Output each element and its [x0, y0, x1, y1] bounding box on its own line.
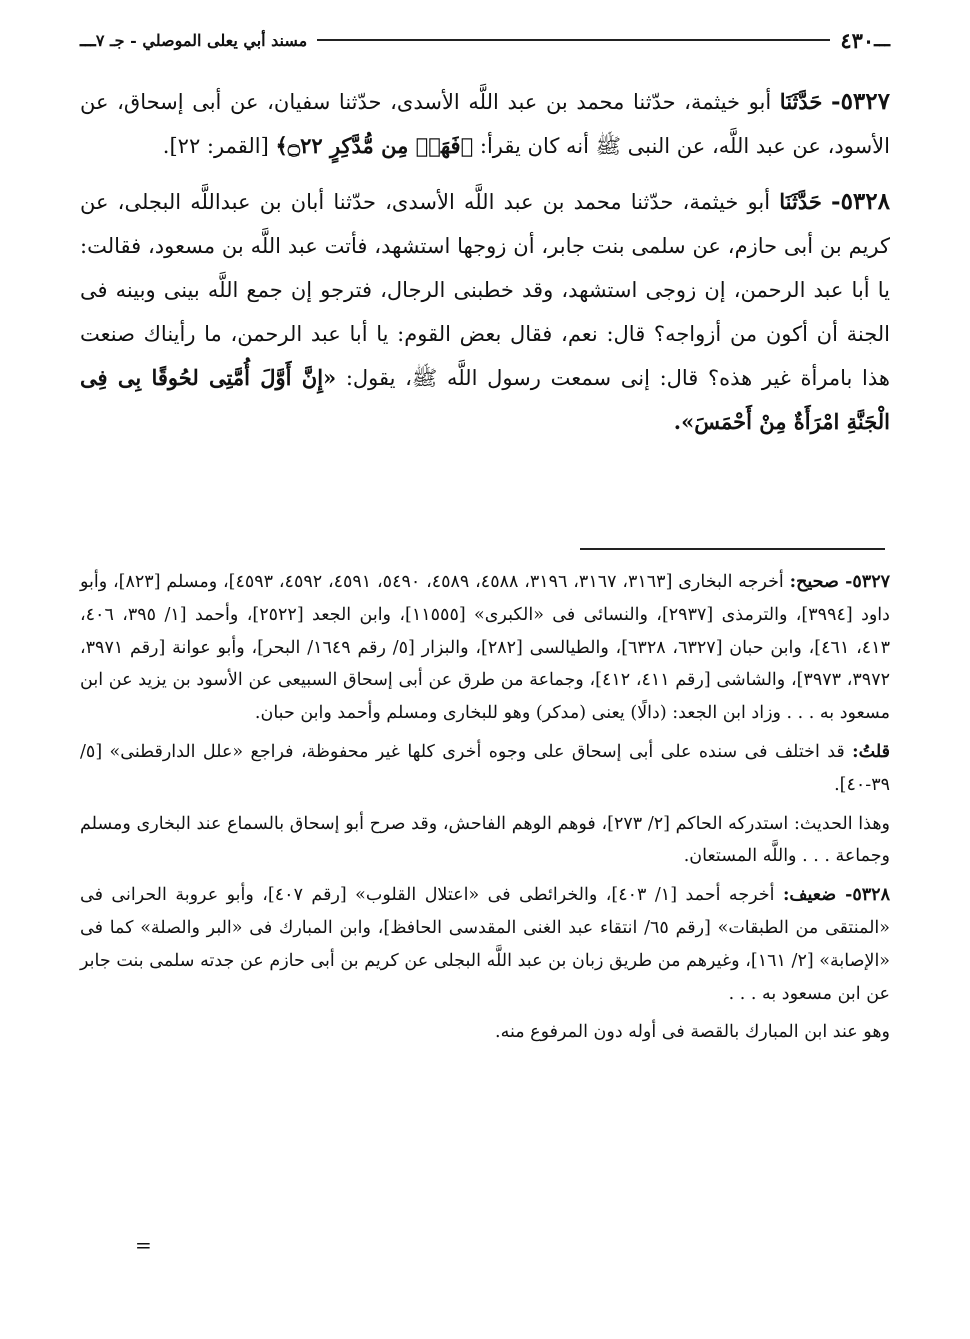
footnotes — [80, 566, 890, 1055]
note-text: أخرجه البخارى [٣١٦٣، ٣١٦٧، ٣١٩٦، ٤٥٨٨، ٤٥٨٩، ٥٤٩٠، ٤٥٩١، ٤٥٩٢، ٤٥٩٣]، ومسلم [٨٢٣]، وأبو داود [٣٩٩٤]، والترمذى [٢٩٣٧]، والنسائى فى «الكبرى» [١١٥٥٥]، وابن الجعد [٢٥٢٢]، وأحمد [١/ ٣٩٥، ٤٠٦، ٤١٣، ٤٦١]، وابن حبان [٦٣٢٧، ٦٣٢٨]، والطيالسى [٢٨٢]، والبزار [٥/ رقم ١٦٤٩/ البحر]، وأبو عوانة [رقم ٣٩٧١، ٣٩٧٢، ٣٩٧٣]، والشاشى [رقم ٤١١، ٤١٢]، وجماعة من طرق عن أبى إسحاق السبيعى عن الأسود بن يزيد عن ابن مسعود به . . . وزاد ابن الجعد: (دالًا) يعنى (مدكر) وهو للبخارى ومسلم وأحمد وابن حبان. — [80, 572, 890, 724]
note-text: قد اختلف فى سنده على أبى إسحاق على وجوه أخرى كلها غير محفوظة، فراجع «علل الدارقطنى» [٥/ ٣٩-٤٠]. — [80, 741, 890, 795]
running-title: مسند أبي يعلى الموصلي - جـ ٧ — [95, 30, 308, 50]
note-5328 — [80, 879, 890, 1010]
header-dash-right: ـــ — [874, 29, 890, 51]
prophetic-quote: «إِنَّ أَوَّلَ أُمَّتِى لحُوقًا بِى فِى الْجَنَّةِ امْرَأَةٌ مِنْ أَحْمَسَ». — [80, 365, 890, 434]
hadith-number: ٥٣٢٧- — [831, 88, 890, 115]
page-header — [80, 24, 890, 56]
note-lead: ٥٣٢٧- صحيح: — [789, 572, 890, 592]
quran-reference: [القمر: ٢٢]. — [162, 134, 269, 158]
main-text — [80, 80, 890, 456]
hadith-5327 — [80, 80, 890, 168]
note-last: وهو عند ابن المبارك بالقصة فى أوله دون المرفوع منه. — [495, 1022, 890, 1043]
hadith-text: أبو خيثمة، حدّثنا محمد بن عبد اللَّه الأسدى، حدّثنا أبان بن عبداللَّه البجلى، عن كريم بن أبى حازم، عن سلمى بنت جابر، أن زوجها استشهد، فأتت عبد اللَّه بن مسعود، فقالت: يا أبا عبد الرحمن، إن زوجى استشهد، وقد خطبنى الرجال، فترجو إن جمع اللَّه بينى وبينه فى الجنة أن أكون من أزواجه؟ قال: نعم، فقال بعض القوم: يا أبا عبد الرحمن، ما رأيناك صنعت هذا بامرأة غير هذه؟ قال: إنى سمعت رسول اللَّه ﷺ، يقول: — [80, 190, 890, 390]
note-text: أخرجه أحمد [١/ ٤٠٣]، والخرائطى فى «اعتلال القلوب» [رقم ٤٠٧]، وأبو عروبة الحرانى فى «المنتقى من الطبقات» [رقم ٦٥/ انتقاء عبد الغنى المقدسى الحافظ]، وابن المبارك فى «البر والصلة» كما فى «الإصابة» [٢/ ١٦١]، وغيرهم من طريق زبان بن عبد اللَّه البجلى عن كريم بن أبى حازم عن جدته سلمى بنت جابر عن ابن مسعود به . . . — [80, 885, 891, 1004]
header-dash-left: ـــ — [80, 29, 96, 51]
note-qult — [80, 736, 890, 802]
hadith-number: ٥٣٢٨- — [831, 188, 890, 215]
note-hadha: وهذا الحديث: استدركه الحاكم [٢/ ٢٧٣]، فوهم الوهم الفاحش، وقد صرح أبو إسحاق بالسماع عند البخارى ومسلم وجماعة . . . واللَّه المستعان. — [80, 813, 891, 867]
note-lead: ٥٣٢٨- ضعيف: — [782, 885, 890, 906]
page-number: ٤٣٠ — [840, 27, 875, 53]
continuation-mark: = — [135, 1233, 152, 1257]
hadith-keyword: حَدَّثَنَا — [779, 89, 823, 114]
hadith-text: أبو خيثمة، حدّثنا محمد بن عبد اللَّه الأسدى، حدّثنا سفيان، عن أبى إسحاق، عن الأسود، عن عبد اللَّه، عن النبى ﷺ أنه كان يقرأ: — [80, 90, 890, 158]
header-rule — [317, 39, 830, 41]
hadith-5328 — [80, 180, 890, 444]
hadith-keyword: حَدَّثَنَا — [779, 189, 822, 214]
footnote-divider — [580, 548, 885, 550]
note-lead: قلتُ: — [852, 741, 890, 762]
note-5327 — [80, 566, 890, 730]
quran-verse: ﴿فَهَلۡ مِن مُّدَّكِرٍ ۝٢٢﴾ — [275, 133, 474, 158]
